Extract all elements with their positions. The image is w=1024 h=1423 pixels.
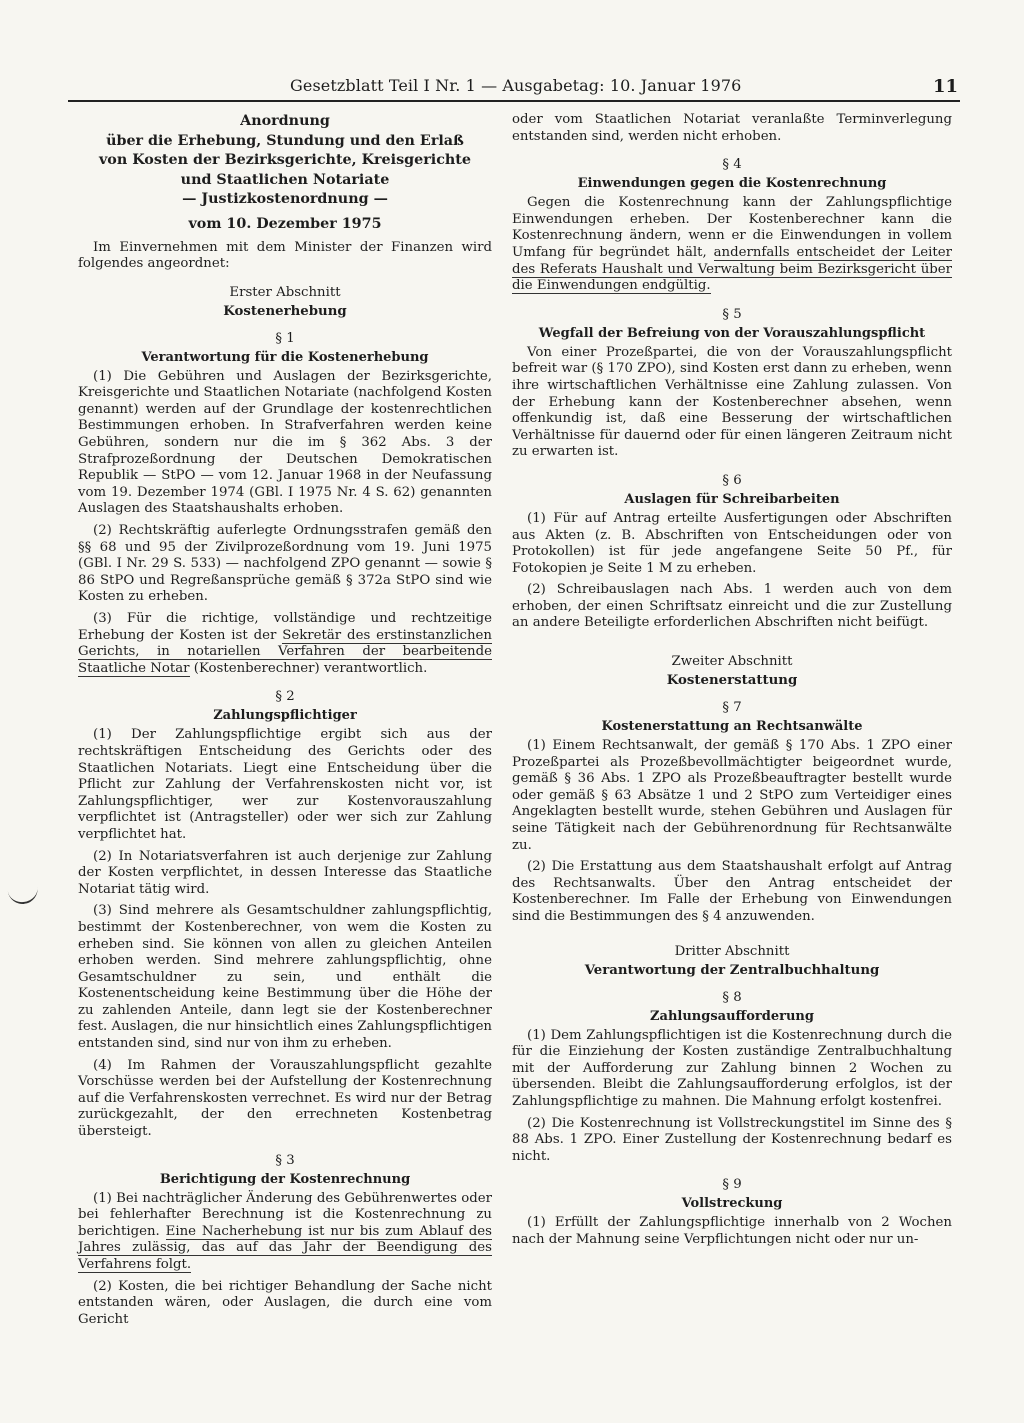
paragraph-heading: Kostenerstattung an Rechtsanwälte bbox=[601, 719, 863, 735]
title-line: von Kosten der Bezirksgerichte, Kreisgerichte bbox=[98, 152, 471, 168]
underlined-text: andernfalls entscheidet der Leiter des Referats Haushalt und Verwaltung beim Bezirksgericht über die Einwendungen endgültig. bbox=[512, 244, 952, 294]
section-label: Zweiter Abschnitt bbox=[671, 654, 793, 670]
document-title bbox=[78, 112, 492, 210]
section-label: Dritter Abschnitt bbox=[674, 943, 790, 959]
right-column bbox=[512, 112, 952, 1254]
title-line: Anordnung bbox=[240, 113, 330, 129]
paragraph-heading: Vollstreckung bbox=[681, 1196, 783, 1212]
text-run: (1) Bei nachträglicher Änderung des Gebührenwertes oder bei fehlerhafter Berechnung ist die Kostenrechnung zu berichtigen. bbox=[78, 1190, 492, 1239]
body-paragraph: (2) Kosten, die bei richtiger Behandlung der Sache nicht entstanden wären, oder Auslagen, die durch eine vom Gericht bbox=[78, 1278, 492, 1327]
paragraph-number: § 2 bbox=[275, 689, 295, 705]
body-paragraph: (1) Einem Rechtsanwalt, der gemäß § 170 Abs. 1 ZPO einer Prozeßpartei als Prozeßbevollmächtigter beigeordnet wurde, gemäß § 36 Abs. 1 ZPO als Prozeßbeauftragter bestellt wurde oder gemäß § 63 Absätze 1 und 2 StPO zum Verteidiger eines Angeklagten bestellt wurde, stehen Gebühren und Auslagen für seine Tätigkeit nach der Gebührenordnung für Rechtsanwälte zu. bbox=[512, 738, 952, 853]
paragraph-heading: Zahlungsaufforderung bbox=[650, 1008, 814, 1024]
paragraph-number: § 9 bbox=[722, 1177, 742, 1193]
body-paragraph: (1) Dem Zahlungspflichtigen ist die Kostenrechnung durch die für die Einziehung der Kosten zuständige Zentralbuchhaltung mit der Aufforderung zur Zahlung binnen 2 Wochen zu übersenden. Bleibt die Zahlungsaufforderung erfolglos, ist der Zahlungspflichtige zu mahnen. Die Mahnung erfolgt kostenfrei. bbox=[512, 1027, 952, 1109]
paragraph-number: § 7 bbox=[722, 700, 742, 716]
section-title: Kostenerhebung bbox=[223, 303, 347, 319]
section-label: Erster Abschnitt bbox=[229, 284, 341, 300]
paragraph-number: § 6 bbox=[722, 472, 742, 488]
body-paragraph: (3) Sind mehrere als Gesamtschuldner zahlungspflichtig, bestimmt der Kostenberechner, von wem die Kosten zu erheben sind. Sie können von allen zu gleichen Anteilen erhoben werden. Sind mehrere zahlungspflichtig, ohne Gesamtschuldner zu sein, und enthält die Kostenentscheidung keine Bestimmung über die Höhe der zu zahlenden Anteile, dann legt sie der Kostenberechner fest. Auslagen, die nur hinsichtlich eines Zahlungspflichtigen entstanden sind, sind nur von ihm zu erheben. bbox=[78, 903, 492, 1052]
paragraph-heading: Wegfall der Befreiung von der Vorauszahlungspflicht bbox=[538, 325, 926, 341]
page-header bbox=[68, 74, 960, 102]
text-run: Gegen die Kostenrechnung kann der Zahlungspflichtige Einwendungen erheben. Der Kostenberechner kann die Kostenrechnung ändern, wenn er die Einwendungen in vollem Umfang für begründet hält, bbox=[512, 195, 952, 260]
underlined-text: Sekretär des erstinstanzlichen Gerichts, in notariellen Verfahren der bearbeitende Staatliche Notar bbox=[78, 627, 492, 676]
underlined-text: Eine Nacherhebung ist nur bis zum Ablauf des Jahres zulässig, das auf das Jahr der Beendigung des Verfahrens folgt. bbox=[78, 1223, 493, 1272]
body-paragraph: (2) Die Erstattung aus dem Staatshaushalt erfolgt auf Antrag des Rechtsanwalts. Über den Antrag entscheidet der Kostenberechner. Im Falle der Erhebung von Einwendungen sind die Bestimmungen des § 4 anzuwenden. bbox=[512, 859, 952, 924]
text-run: (Kostenberechner) verantwortlich. bbox=[189, 660, 428, 676]
paragraph-heading: Zahlungspflichtiger bbox=[213, 708, 357, 724]
body-paragraph: Von einer Prozeßpartei, die von der Vorauszahlungspflicht befreit war (§ 170 ZPO), sind Kosten erst dann zu erheben, wenn ihre wirtschaftlichen Verhältnisse eine Zahlung zulassen. Von der Erhebung kann der Kostenberechner absehen, wenn offenkundig ist, daß eine Besserung der wirtschaftlichen Verhältnisse für dauernd oder für einen längeren Zeitraum nicht zu erwarten ist. bbox=[512, 344, 952, 460]
body-paragraph bbox=[78, 1191, 492, 1274]
paragraph-number: § 4 bbox=[722, 157, 742, 173]
body-paragraph: (2) Rechtskräftig auferlegte Ordnungsstrafen gemäß den §§ 68 und 95 der Zivilprozeßordnung vom 19. Juni 1975 (GBl. I Nr. 29 S. 533) — nachfolgend ZPO genannt — sowie § 86 StPO und Regreßansprüche gemäß § 372a StPO sind wie Kosten zu erheben. bbox=[78, 523, 492, 605]
text-run: (3) Für die richtige, vollständige und rechtzeitige Erhebung der Kosten ist der bbox=[78, 611, 492, 643]
body-paragraph: (1) Für auf Antrag erteilte Ausfertigungen oder Abschriften aus Akten (z. B. Abschriften von Entscheidungen oder von Protokollen) ist für jede angefangene Seite 50 Pf., für Fotokopien je Seite 1 M zu erheben. bbox=[512, 510, 952, 576]
paragraph-number: § 5 bbox=[722, 306, 742, 322]
left-column bbox=[78, 112, 492, 1333]
paragraph-number: § 1 bbox=[275, 330, 295, 346]
title-line: über die Erhebung, Stundung und den Erlaß bbox=[106, 132, 464, 149]
body-paragraph bbox=[78, 611, 492, 677]
paragraph-heading: Verantwortung für die Kostenerhebung bbox=[141, 349, 429, 365]
title-line: — Justizkostenordnung — bbox=[182, 191, 388, 207]
intro-paragraph: Im Einvernehmen mit dem Minister der Finanzen wird folgendes angeordnet: bbox=[78, 239, 492, 272]
paragraph-heading: Berichtigung der Kostenrechnung bbox=[159, 1171, 411, 1187]
body-paragraph: (1) Der Zahlungspflichtige ergibt sich aus der rechtskräftigen Entscheidung des Gerichts oder des Staatlichen Notariats. Liegt eine Entscheidung über die Pflicht zur Zahlung der Verfahrenskosten nicht vor, ist Zahlungspflichtiger, wer zur Kostenvorauszahlung verpflichtet ist (Antragsteller) oder wer sich zur Zahlung verpflichtet hat. bbox=[78, 727, 492, 842]
paragraph-heading: Auslagen für Schreibarbeiten bbox=[624, 491, 840, 507]
margin-pencil-mark bbox=[6, 878, 39, 906]
body-paragraph: (4) Im Rahmen der Vorauszahlungspflicht gezahlte Vorschüsse werden bei der Aufstellung der Kostenrechnung auf die Verfahrenskosten verrechnet. Es wird nur der Betrag zurückgezahlt, der den errechneten Kostenbetrag übersteigt. bbox=[78, 1057, 492, 1140]
body-paragraph: (2) Die Kostenrechnung ist Vollstreckungstitel im Sinne des § 88 Abs. 1 ZPO. Einer Zustellung der Kostenrechnung bedarf es nicht. bbox=[512, 1115, 952, 1164]
body-paragraph: (2) In Notariatsverfahren ist auch derjenige zur Zahlung der Kosten verpflichtet, in dessen Interesse das Staatliche Notariat tätig wird. bbox=[78, 848, 492, 897]
body-paragraph bbox=[512, 195, 952, 295]
gazette-header-title: Gesetzblatt Teil I Nr. 1 — Ausgabetag: 10. Januar 1976 bbox=[290, 76, 742, 95]
document-date: vom 10. Dezember 1975 bbox=[188, 215, 382, 232]
body-paragraph: (1) Die Gebühren und Auslagen der Bezirksgerichte, Kreisgerichte und Staatlichen Notariate (nachfolgend Kosten genannt) werden auf der Grundlage der kostenrechtlichen Bestimmungen erhoben. In Strafverfahren werden keine Gebühren, sondern nur die im § 362 Abs. 3 der Strafprozeßordnung der Deutschen Demokratischen Republik — StPO — vom 12. Januar 1968 in der Neufassung vom 19. Dezember 1974 (GBl. I 1975 Nr. 4 S. 62) genannten Auslagen des Staatshaushalts erhoben. bbox=[78, 368, 492, 517]
section-title: Kostenerstattung bbox=[666, 673, 798, 689]
body-paragraph: (1) Erfüllt der Zahlungspflichtige innerhalb von 2 Wochen nach der Mahnung seine Verpflichtungen nicht oder nur un- bbox=[512, 1215, 952, 1247]
title-line: und Staatlichen Notariate bbox=[180, 171, 390, 188]
body-paragraph-continued: oder vom Staatlichen Notariat veranlaßte Terminverlegung entstanden sind, werden nicht erhoben. bbox=[512, 112, 952, 144]
paragraph-number: § 8 bbox=[722, 989, 742, 1005]
body-paragraph: (2) Schreibauslagen nach Abs. 1 werden auch von dem erhoben, der einen Schriftsatz einreicht und die zur Zustellung an andere Beteiligte erforderlichen Abschriften nicht beifügt. bbox=[512, 582, 952, 631]
section-title: Verantwortung der Zentralbuchhaltung bbox=[584, 962, 880, 978]
page-number: 11 bbox=[932, 76, 958, 97]
paragraph-heading: Einwendungen gegen die Kostenrechnung bbox=[577, 176, 887, 192]
paragraph-number: § 3 bbox=[275, 1152, 295, 1168]
